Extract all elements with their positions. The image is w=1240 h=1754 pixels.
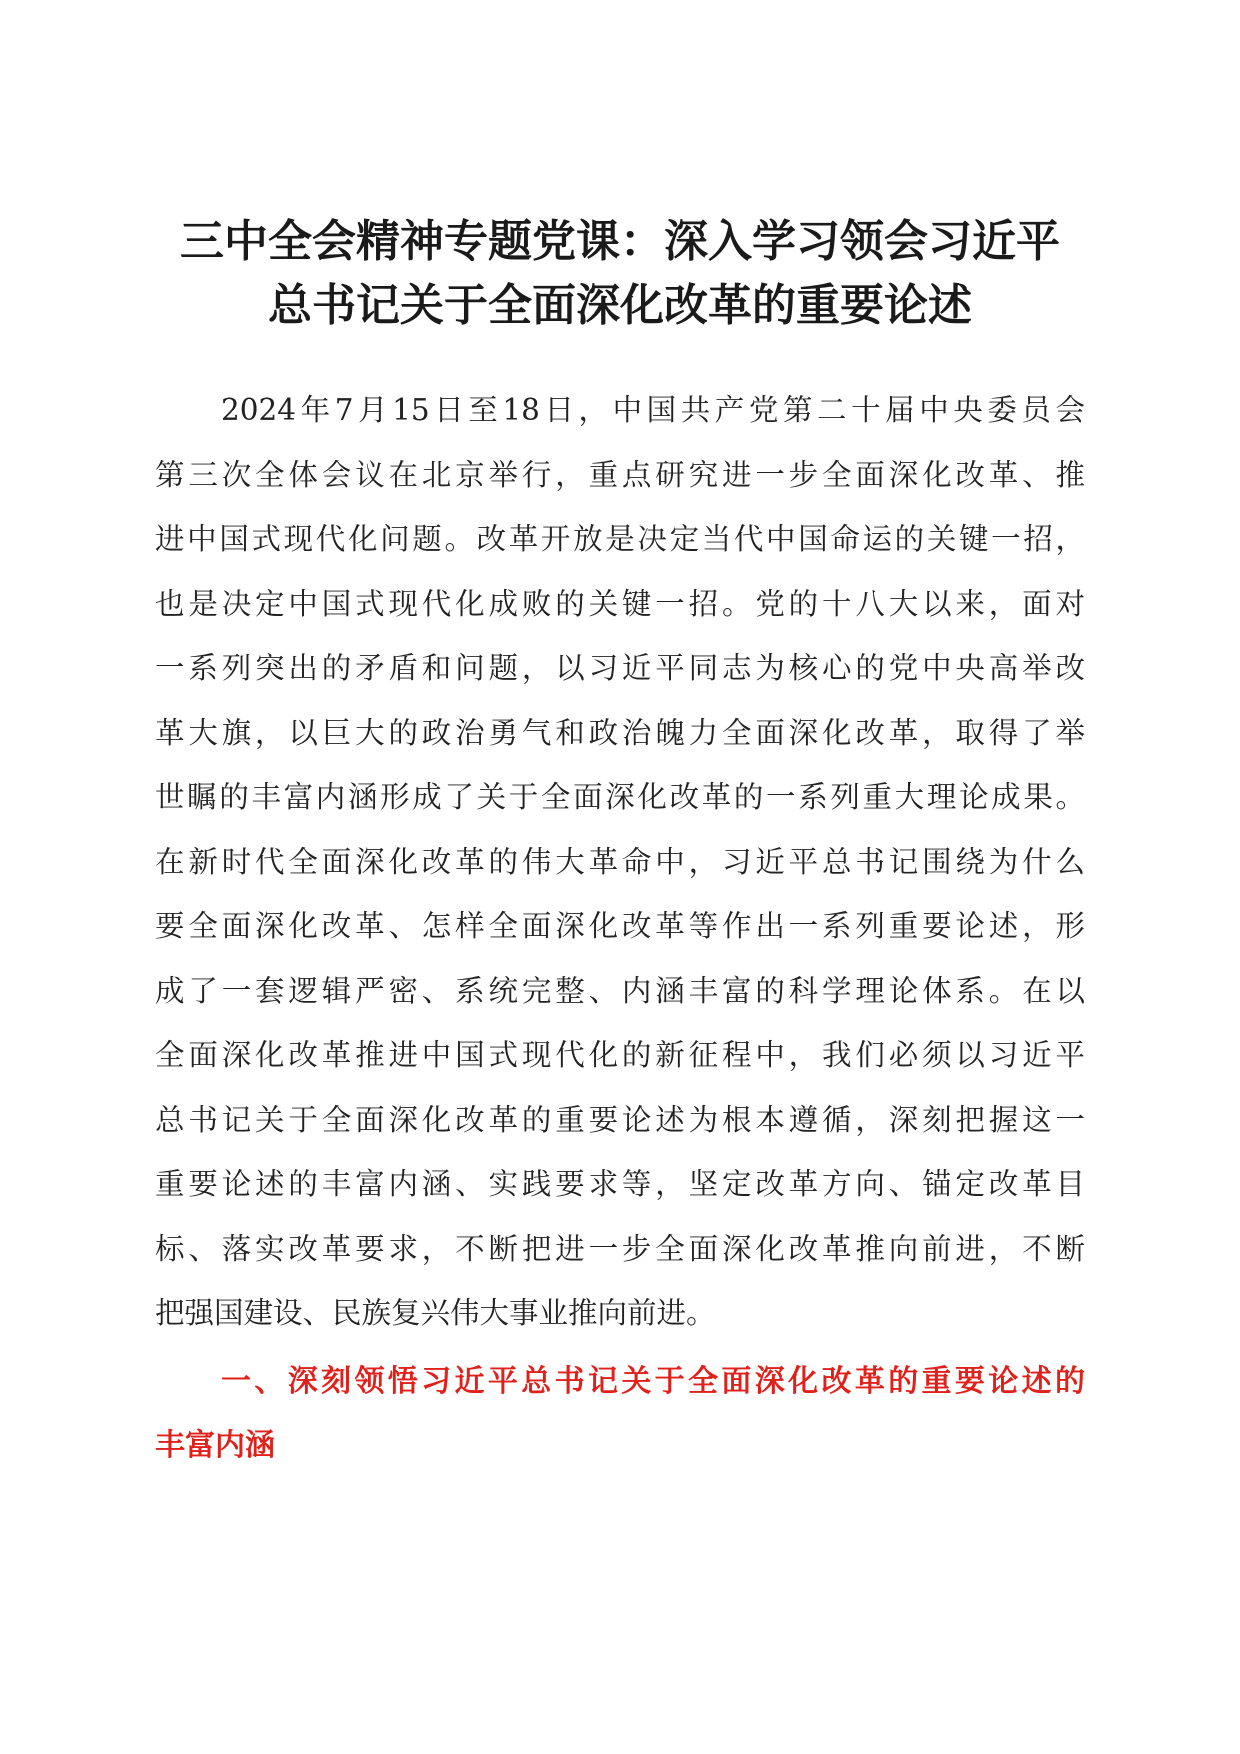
section-heading xyxy=(155,1350,1085,1478)
paragraph-line: 也是决定中国式现代化成败的关键一招。党的十八大以来，面对 xyxy=(155,586,1085,621)
document-title xyxy=(150,210,1090,338)
paragraph-line: 在新时代全面深化改革的伟大革命中，习近平总书记围绕为什么 xyxy=(155,844,1085,879)
title-line: 三中全会精神专题党课：深入学习领会习近平 xyxy=(180,216,1060,267)
paragraph-line: 全面深化改革推进中国式现代化的新征程中，我们必须以习近平 xyxy=(155,1038,1085,1072)
paragraph-line: 世瞩的丰富内涵形成了关于全面深化改革的一系列重大理论成果。 xyxy=(155,780,1085,814)
paragraph-line: 总书记关于全面深化改革的重要论述为根本遵循，深刻把握这一 xyxy=(155,1102,1085,1137)
paragraph-line: 一系列突出的矛盾和问题，以习近平同志为核心的党中央高举改 xyxy=(155,651,1085,685)
paragraph-line: 2024年7月15日至18日，中国共产党第二十届中央委员会 xyxy=(221,393,1085,427)
paragraph-line: 进中国式现代化问题。改革开放是决定当代中国命运的关键一招， xyxy=(155,522,1085,556)
heading-line: 一、深刻领悟习近平总书记关于全面深化改革的重要论述的 xyxy=(221,1364,1085,1399)
paragraph-line: 标、落实改革要求，不断把进一步全面深化改革推向前进，不断 xyxy=(155,1231,1085,1266)
paragraph-line: 把强国建设、民族复兴伟大事业推向前进。 xyxy=(155,1296,716,1330)
paragraph-line: 革大旗，以巨大的政治勇气和政治魄力全面深化改革，取得了举 xyxy=(155,715,1085,750)
heading-line: 丰富内涵 xyxy=(155,1428,275,1463)
paragraph-line: 成了一套逻辑严密、系统完整、内涵丰富的科学理论体系。在以 xyxy=(155,973,1085,1008)
paragraph-line: 第三次全体会议在北京举行，重点研究进一步全面深化改革、推 xyxy=(155,457,1085,492)
intro-paragraph xyxy=(155,378,1085,1346)
title-line: 总书记关于全面深化改革的重要论述 xyxy=(268,280,972,331)
paragraph-line: 要全面深化改革、怎样全面深化改革等作出一系列重要论述，形 xyxy=(155,909,1085,943)
paragraph-line: 重要论述的丰富内涵、实践要求等，坚定改革方向、锚定改革目 xyxy=(155,1167,1085,1201)
